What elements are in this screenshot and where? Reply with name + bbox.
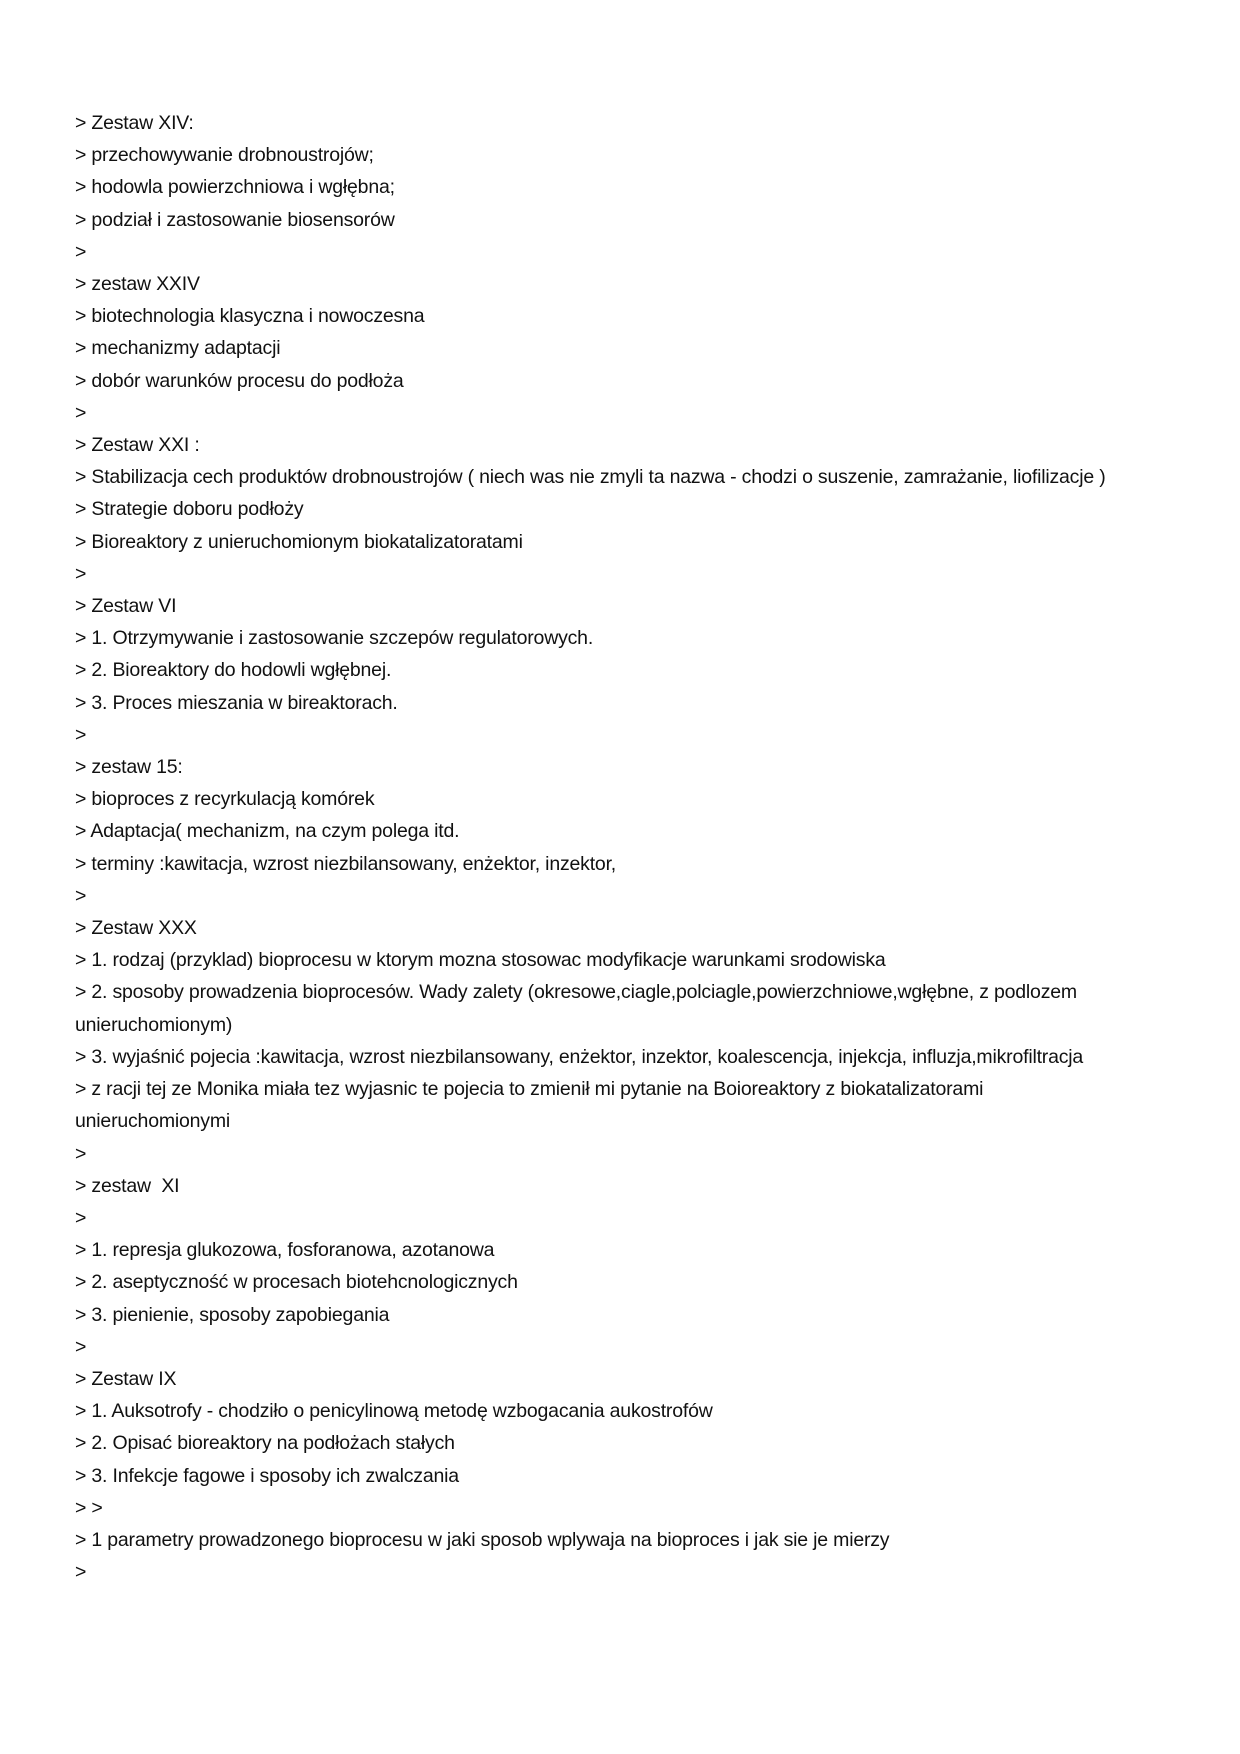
- text-line: >: [75, 723, 87, 746]
- text-line: > 2. aseptyczność w procesach biotehcnologicznych: [75, 1271, 518, 1294]
- document-body: [75, 107, 1115, 1588]
- text-line: >: [75, 562, 87, 585]
- text-line: > dobór warunków procesu do podłoża: [75, 369, 404, 392]
- text-line: > biotechnologia klasyczna i nowoczesna: [75, 305, 425, 328]
- text-line: > terminy :kawitacja, wzrost niezbilansowany, enżektor, inzektor,: [75, 852, 617, 875]
- text-line: > Zestaw XIV:: [75, 112, 194, 134]
- text-line: > przechowywanie drobnoustrojów;: [75, 144, 374, 167]
- text-line: >: [75, 1335, 87, 1358]
- text-line: >: [75, 884, 87, 907]
- text-line: > >: [75, 1496, 103, 1519]
- text-line: > Strategie doboru podłoży: [75, 498, 304, 521]
- text-line: > zestaw XI: [75, 1174, 180, 1197]
- text-line: > 2. Opisać bioreaktory na podłożach stałych: [75, 1432, 455, 1455]
- text-line: > Zestaw VI: [75, 595, 177, 618]
- text-line: > zestaw 15:: [75, 756, 183, 779]
- text-line: > 1 parametry prowadzonego bioprocesu w jaki sposob wplywaja na bioproces i jak sie je mierzy: [75, 1528, 890, 1551]
- text-line: >: [75, 401, 87, 424]
- text-line: > 3. Infekcje fagowe i sposoby ich zwalczania: [75, 1464, 459, 1487]
- text-line: >: [75, 1142, 87, 1165]
- text-line: > 1. Auksotrofy - chodziło o penicylinową metodę wzbogacania aukostrofów: [75, 1400, 713, 1423]
- text-line: > 3. Proces mieszania w bireaktorach.: [75, 691, 398, 714]
- text-line: > Zestaw XXX: [75, 917, 197, 940]
- text-line: > 1. represja glukozowa, fosforanowa, azotanowa: [75, 1239, 495, 1262]
- text-line: > mechanizmy adaptacji: [75, 337, 281, 360]
- text-line: > Zestaw XXI :: [75, 434, 200, 457]
- text-line: > 3. wyjaśnić pojecia :kawitacja, wzrost niezbilansowany, enżektor, inzektor, koalescencja, injekcja, influzja,mikrofiltracja: [75, 1045, 1084, 1068]
- text-line: > zestaw XXIV: [75, 273, 200, 296]
- text-line: > podział i zastosowanie biosensorów: [75, 208, 395, 231]
- text-line: > 3. pienienie, sposoby zapobiegania: [75, 1303, 390, 1326]
- text-line: > Stabilizacja cech produktów drobnoustrojów ( niech was nie zmyli ta nazwa - chodzi o suszenie, zamrażanie, liofilizacje ): [75, 466, 1106, 489]
- text-line: > Zestaw IX: [75, 1367, 177, 1390]
- text-line: > z racji tej ze Monika miała tez wyjasnic te pojecia to zmienił mi pytanie na Boioreaktory z biokatalizatorami unieruchomionymi: [75, 1078, 989, 1133]
- text-line: > Bioreaktory z unieruchomionym biokatalizatoratami: [75, 530, 523, 553]
- text-line: > 2. sposoby prowadzenia bioprocesów. Wady zalety (okresowe,ciagle,polciagle,powierzchniowe,wgłębne, z podlozem unieruchomionym): [75, 981, 1083, 1036]
- text-line: > hodowla powierzchniowa i wgłębna;: [75, 176, 395, 199]
- text-line: >: [75, 240, 87, 263]
- text-line: >: [75, 1561, 87, 1584]
- text-line: > Adaptacja( mechanizm, na czym polega itd.: [75, 820, 460, 843]
- text-line: >: [75, 1206, 87, 1229]
- text-line: > 1. rodzaj (przyklad) bioprocesu w ktorym mozna stosowac modyfikacje warunkami srodowiska: [75, 949, 886, 972]
- text-line: > 1. Otrzymywanie i zastosowanie szczepów regulatorowych.: [75, 627, 594, 650]
- text-line: > 2. Bioreaktory do hodowli wgłębnej.: [75, 659, 392, 682]
- text-line: > bioproces z recyrkulacją komórek: [75, 788, 375, 811]
